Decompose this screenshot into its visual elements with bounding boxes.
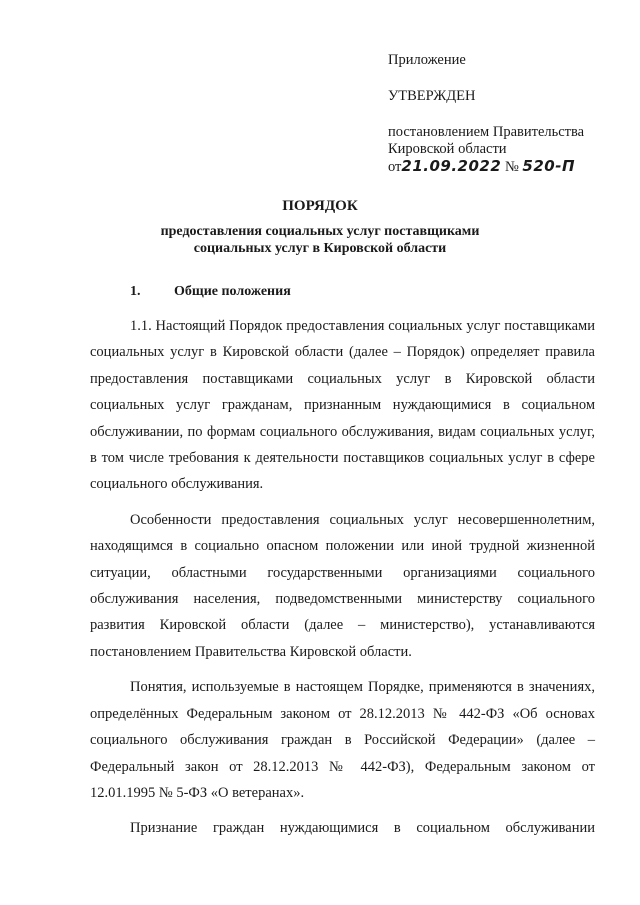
title-subtitle: предоставления социальных услуг поставщиками социальных услуг в Кировской области (160, 224, 480, 256)
paragraph-definitions: Понятия, используемые в настоящем Порядке, применяются в значениях, определённых Федеральным законом от 28.12.2013 № 442-ФЗ «Об основах социального обслуживания граждан в Российской Федерации» (далее – Федеральный закон от 28.12.2013 № 442-ФЗ), Федеральным законом от 12.01.1995 № 5-ФЗ «О ветеранах». (90, 679, 595, 801)
document-body (90, 313, 595, 842)
handwritten-date: 21.09.2022 (401, 157, 502, 175)
decree-text: постановлением Правительства Кировской области (388, 124, 585, 157)
title-main: ПОРЯДОК (282, 198, 358, 214)
paragraph-1-1: 1.1. Настоящий Порядок предоставления социальных услуг поставщиками социальных услуг в Кировской области (далее – Порядок) определяет правила предоставления поставщиками социальных услуг в Кировской области социальных услуг гражданам, признанным нуждающимися в социальном обслуживании, по формам социального обслуживания, видам социальных услуг, в том числе требования к деятельности поставщиков социальных услуг в сфере социального обслуживания. (90, 318, 595, 493)
handwritten-number: 520-П (522, 157, 575, 175)
document-title (0, 198, 640, 257)
number-prefix: № (504, 159, 519, 175)
appendix-label: Приложение (388, 52, 466, 68)
date-prefix: от (388, 159, 402, 175)
section-heading (130, 284, 291, 300)
section-title: Общие положения (174, 284, 291, 299)
paragraph-recognition: Признание граждан нуждающимися в социальном обслуживании (130, 820, 595, 837)
approved-label: УТВЕРЖДЕН (388, 88, 476, 104)
decree-date-line (388, 158, 575, 176)
paragraph-special-cases: Особенности предоставления социальных услуг несовершеннолетним, находящимся в социально опасном положении или иной трудной жизненной ситуации, областными государственными организациями социального обслуживания населения, подведомственными министерству социального развития Кировской области (далее – министерство), устанавливаются постановлением Правительства Кировской области. (90, 511, 595, 660)
section-number: 1. (130, 284, 141, 299)
